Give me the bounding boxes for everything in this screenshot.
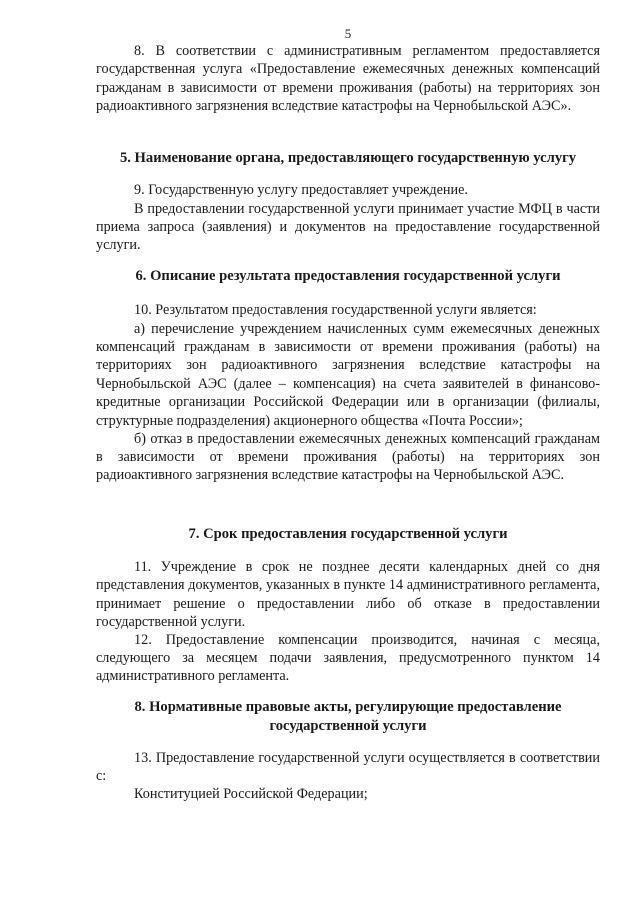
paragraph-10-b: б) отказ в предоставлении ежемесячных денежных компенсаций гражданам в зависимости от времени проживания (работы) на территориях зон радиоактивного загрязнения вследствие катастрофы на Чернобыльской АЭС. [96,430,600,484]
paragraph-10-a: а) перечисление учреждением начисленных сумм ежемесячных денежных компенсаций гражданам в зависимости от времени проживания (работы) на территориях зон радиоактивного загрязнения вследствие катастрофы на Чернобыльской АЭС (далее – компенсация) на счета заявителей в финансово-кредитные организации Российской Федерации или в организации (филиалы, структурные подразделения) акционерного общества «Почта России»; [96,320,600,429]
paragraph-8: 8. В соответствии с административным регламентом предоставляется государственная услуга «Предоставление ежемесячных денежных компенсаций гражданам в зависимости от времени проживания (работы) на территориях зон радиоактивного загрязнения вследствие катастрофы на Чернобыльской АЭС». [96,43,600,115]
paragraph-13-constitution: Конституцией Российской Федерации; [134,786,368,802]
section-8-heading-line-2: государственной услуги [269,717,427,734]
paragraph-12: 12. Предоставление компенсации производится, начиная с месяца, следующего за месяцем подачи заявления, предусмотренного пунктом 14 административного регламента. [96,631,600,685]
section-6-heading: 6. Описание результата предоставления государственной услуги [135,268,561,284]
paragraph-9-participation: В предоставлении государственной услуги принимает участие МФЦ в части приема запроса (заявления) и документов на предоставление государственной услуги. [96,200,600,254]
paragraph-13: 13. Предоставление государственной услуги осуществляется в соответствии с: [96,750,600,785]
paragraph-9: 9. Государственную услугу предоставляет учреждение. [134,182,468,198]
section-5-heading: 5. Наименование органа, предоставляющего государственную услугу [119,150,577,166]
section-7-heading: 7. Срок предоставления государственной услуги [188,526,508,542]
paragraph-10: 10. Результатом предоставления государственной услуги является: [134,302,537,318]
page-number: 5 [344,26,352,41]
paragraph-11: 11. Учреждение в срок не позднее десяти календарных дней со дня представления документов, указанных в пункте 14 административного регламента, принимает решение о предоставлении либо об отказе в предоставлении государственной услуги. [96,559,600,631]
section-8-heading-line-1: 8. Нормативные правовые акты, регулирующие предоставление [134,699,562,715]
section-8-heading [96,698,600,735]
